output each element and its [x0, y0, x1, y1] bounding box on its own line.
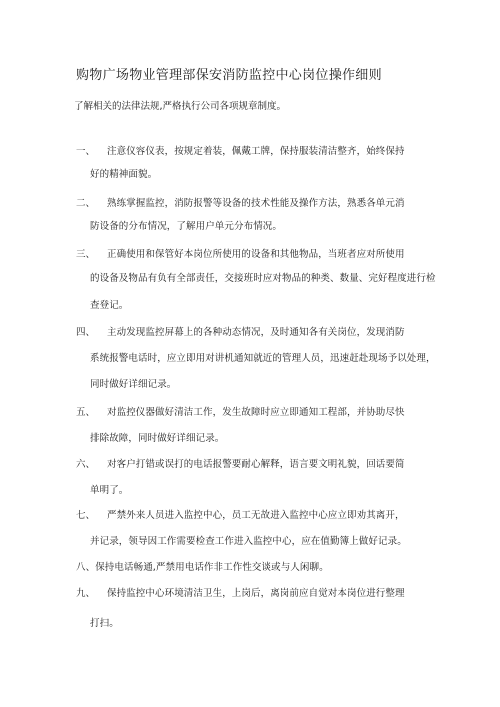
- item-number: 四、: [76, 327, 96, 338]
- item-line: 并记录，领导因工作需要检查工作进入监控中心，应在值勤簿上做好记录。: [90, 536, 407, 547]
- item-number: 六、: [76, 459, 96, 470]
- item-line: 系统报警电话时，应立即用对讲机通知就近的管理人员，迅速赶赴现场予以处理，: [90, 353, 436, 364]
- item-number: 七、: [76, 510, 96, 521]
- item-number: 一、: [76, 146, 96, 157]
- item-number: 三、: [76, 249, 96, 260]
- item-line: 防设备的分布情况，了解用户单元分布情况。: [90, 221, 283, 232]
- item-line: 好的精神面貌。: [90, 169, 158, 180]
- item-line: 同时做好详细记录。: [90, 379, 177, 390]
- item-line: 查登记。: [90, 300, 129, 311]
- item-line: 主动发现监控屏幕上的各种动态情况，及时通知各有关岗位，发现消防: [107, 327, 405, 338]
- intro-paragraph: 了解相关的法律法规,严格执行公司各项规章制度。: [74, 101, 287, 112]
- item-line: 对客户打错或误打的电话报警要耐心解释，语言要文明礼貌，回话要简: [107, 459, 405, 470]
- item-line: 单明了。: [90, 485, 129, 496]
- item-line: 排除故障，同时做好详细记录。: [90, 433, 225, 444]
- item-line: 打扫。: [90, 618, 119, 629]
- item-number: 二、: [76, 198, 96, 209]
- item-line: 正确使用和保管好本岗位所使用的设备和其他物品，当班者应对所使用: [107, 249, 405, 260]
- page-title: 购物广场物业管理部保安消防监控中心岗位操作细则: [76, 68, 382, 83]
- item-line: 对监控仪器做好清洁工作，发生故障时应立即通知工程部，并协助尽快: [107, 407, 405, 418]
- item-line: 严禁外来人员进入监控中心，员工无故进入监控中心应立即劝其离开，: [107, 510, 405, 521]
- item-line: 注意仪容仪表，按规定着装，佩戴工牌，保持服装清洁整齐，始终保持: [107, 146, 405, 157]
- item-number: 五、: [76, 407, 96, 418]
- item-line: 的设备及物品有负有全部责任，交接班时应对物品的种类、数量、完好程度进行检: [90, 273, 436, 284]
- item-line: 保持监控中心环境清洁卫生，上岗后，离岗前应自觉对本岗位进行整理: [107, 588, 405, 599]
- item-line: 熟练掌握监控，消防报警等设备的技术性能及操作方法，熟悉各单元消: [107, 198, 405, 209]
- item-number: 九、: [76, 588, 96, 599]
- item-line: 八、保持电话畅通,严禁用电话作非工作性交谈或与人闲聊。: [76, 562, 329, 573]
